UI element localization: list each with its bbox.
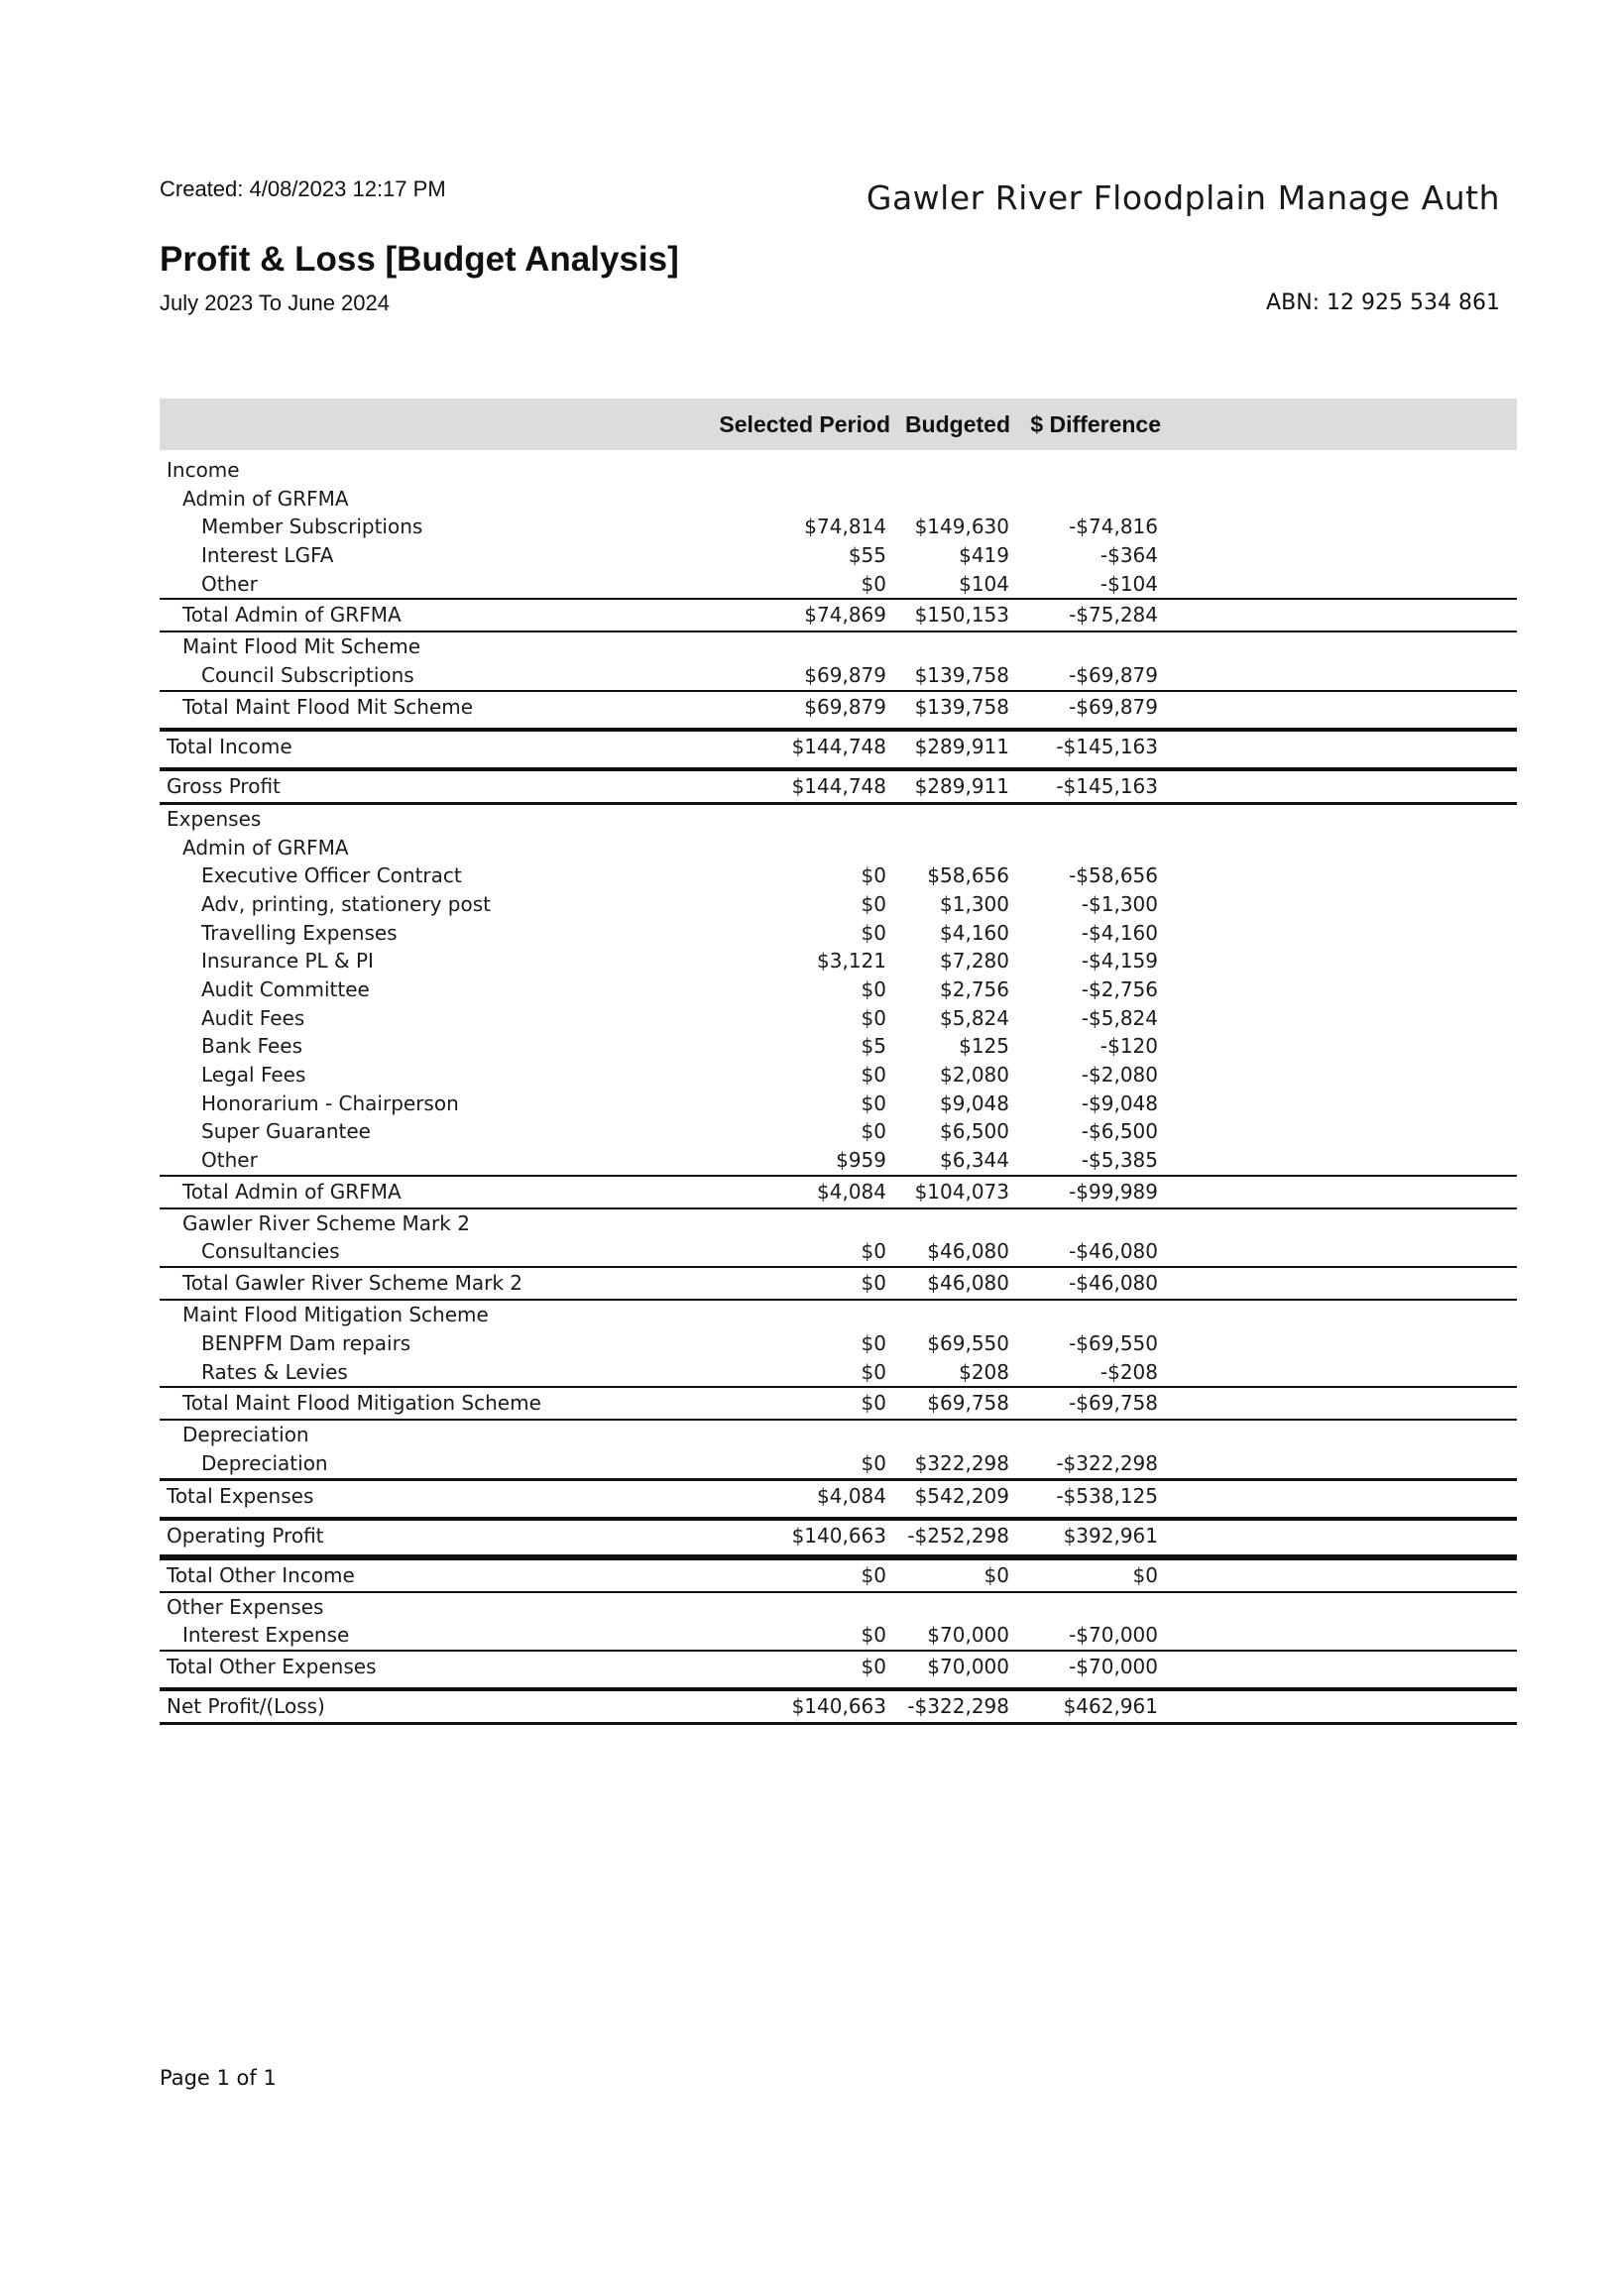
subtotal-row: Total Maint Flood Mit Scheme $69,879 $139,758 -$69,879 <box>160 690 1517 723</box>
table-row: Other $959 $6,344 -$5,385 <box>201 1148 1158 1173</box>
table-row: Honorarium - Chairperson $0 $9,048 -$9,048 <box>201 1091 1158 1115</box>
table-row: Other $0 $104 -$104 <box>201 571 1158 596</box>
column-selected-period: Selected Period <box>719 411 890 437</box>
group-admin-grfma-expenses: Admin of GRFMA <box>182 835 349 860</box>
group-maint-flood-mitigation: Maint Flood Mitigation Scheme <box>160 1299 1517 1329</box>
column-difference: $ Difference <box>1030 411 1161 437</box>
net-profit-row: Net Profit/(Loss) $140,663 -$322,298 $462,961 <box>160 1687 1517 1725</box>
page-number: Page 1 of 1 <box>160 2066 277 2090</box>
table-row: Audit Fees $0 $5,824 -$5,824 <box>201 1005 1158 1030</box>
group-admin-grfma: Admin of GRFMA <box>182 486 349 511</box>
gross-profit-row: Gross Profit $144,748 $289,911 -$145,163 <box>160 767 1517 802</box>
table-row: Legal Fees $0 $2,080 -$2,080 <box>201 1063 1158 1087</box>
table-row: Travelling Expenses $0 $4,160 -$4,160 <box>201 920 1158 945</box>
group-gawler-mark2: Gawler River Scheme Mark 2 <box>160 1207 1517 1238</box>
table-row: Interest Expense $0 $70,000 -$70,000 <box>182 1623 1158 1648</box>
total-other-income-row: Total Other Income $0 $0 $0 <box>160 1554 1517 1591</box>
profit-loss-table <box>160 399 1517 1725</box>
group-depreciation: Depreciation <box>160 1419 1517 1449</box>
table-row: BENPFM Dam repairs $0 $69,550 -$69,550 <box>201 1330 1158 1355</box>
total-other-expenses-row: Total Other Expenses $0 $70,000 -$70,000 <box>160 1650 1517 1682</box>
abn-number: ABN: 12 925 534 861 <box>1266 290 1500 315</box>
section-expenses: Expenses <box>160 802 1517 834</box>
table-row: Interest LGFA $55 $419 -$364 <box>201 543 1158 568</box>
group-maint-flood-mit: Maint Flood Mit Scheme <box>160 631 1517 661</box>
table-row: Audit Committee $0 $2,756 -$2,756 <box>201 976 1158 1001</box>
section-income: Income <box>167 458 240 482</box>
total-income-row: Total Income $144,748 $289,911 -$145,163 <box>160 728 1517 762</box>
operating-profit-row: Operating Profit $140,663 -$252,298 $392,961 <box>160 1517 1517 1551</box>
table-row: Consultancies $0 $46,080 -$46,080 <box>201 1239 1158 1264</box>
table-row: Depreciation $0 $322,298 -$322,298 <box>201 1450 1158 1475</box>
table-row: Member Subscriptions $74,814 $149,630 -$74,816 <box>201 515 1158 539</box>
created-timestamp: Created: 4/08/2023 12:17 PM <box>160 176 446 201</box>
section-other-expenses: Other Expenses <box>160 1591 1517 1622</box>
table-row: Adv, printing, stationery post $0 $1,300 -$1,300 <box>201 891 1158 916</box>
report-period: July 2023 To June 2024 <box>160 290 390 315</box>
total-expenses-row: Total Expenses $4,084 $542,209 -$538,125 <box>160 1478 1517 1512</box>
subtotal-row: Total Admin of GRFMA $74,869 $150,153 -$75,284 <box>160 598 1517 631</box>
page-title: Profit & Loss [Budget Analysis] <box>160 240 679 279</box>
table-row: Insurance PL & PI $3,121 $7,280 -$4,159 <box>201 949 1158 974</box>
table-row: Executive Officer Contract $0 $58,656 -$58,656 <box>201 863 1158 888</box>
table-row: Super Guarantee $0 $6,500 -$6,500 <box>201 1119 1158 1144</box>
organisation-name: Gawler River Floodplain Manage Auth <box>866 178 1500 217</box>
column-budgeted: Budgeted <box>904 411 1010 437</box>
table-row: Bank Fees $5 $125 -$120 <box>201 1034 1158 1059</box>
table-row: Rates & Levies $0 $208 -$208 <box>201 1359 1158 1384</box>
column-header-bar <box>160 399 1517 450</box>
subtotal-row: Total Maint Flood Mitigation Scheme $0 $69,758 -$69,758 <box>160 1386 1517 1419</box>
subtotal-row: Total Gawler River Scheme Mark 2 $0 $46,080 -$46,080 <box>160 1266 1517 1299</box>
table-row: Council Subscriptions $69,879 $139,758 -$69,879 <box>201 663 1158 688</box>
subtotal-row: Total Admin of GRFMA $4,084 $104,073 -$99,989 <box>160 1175 1517 1207</box>
